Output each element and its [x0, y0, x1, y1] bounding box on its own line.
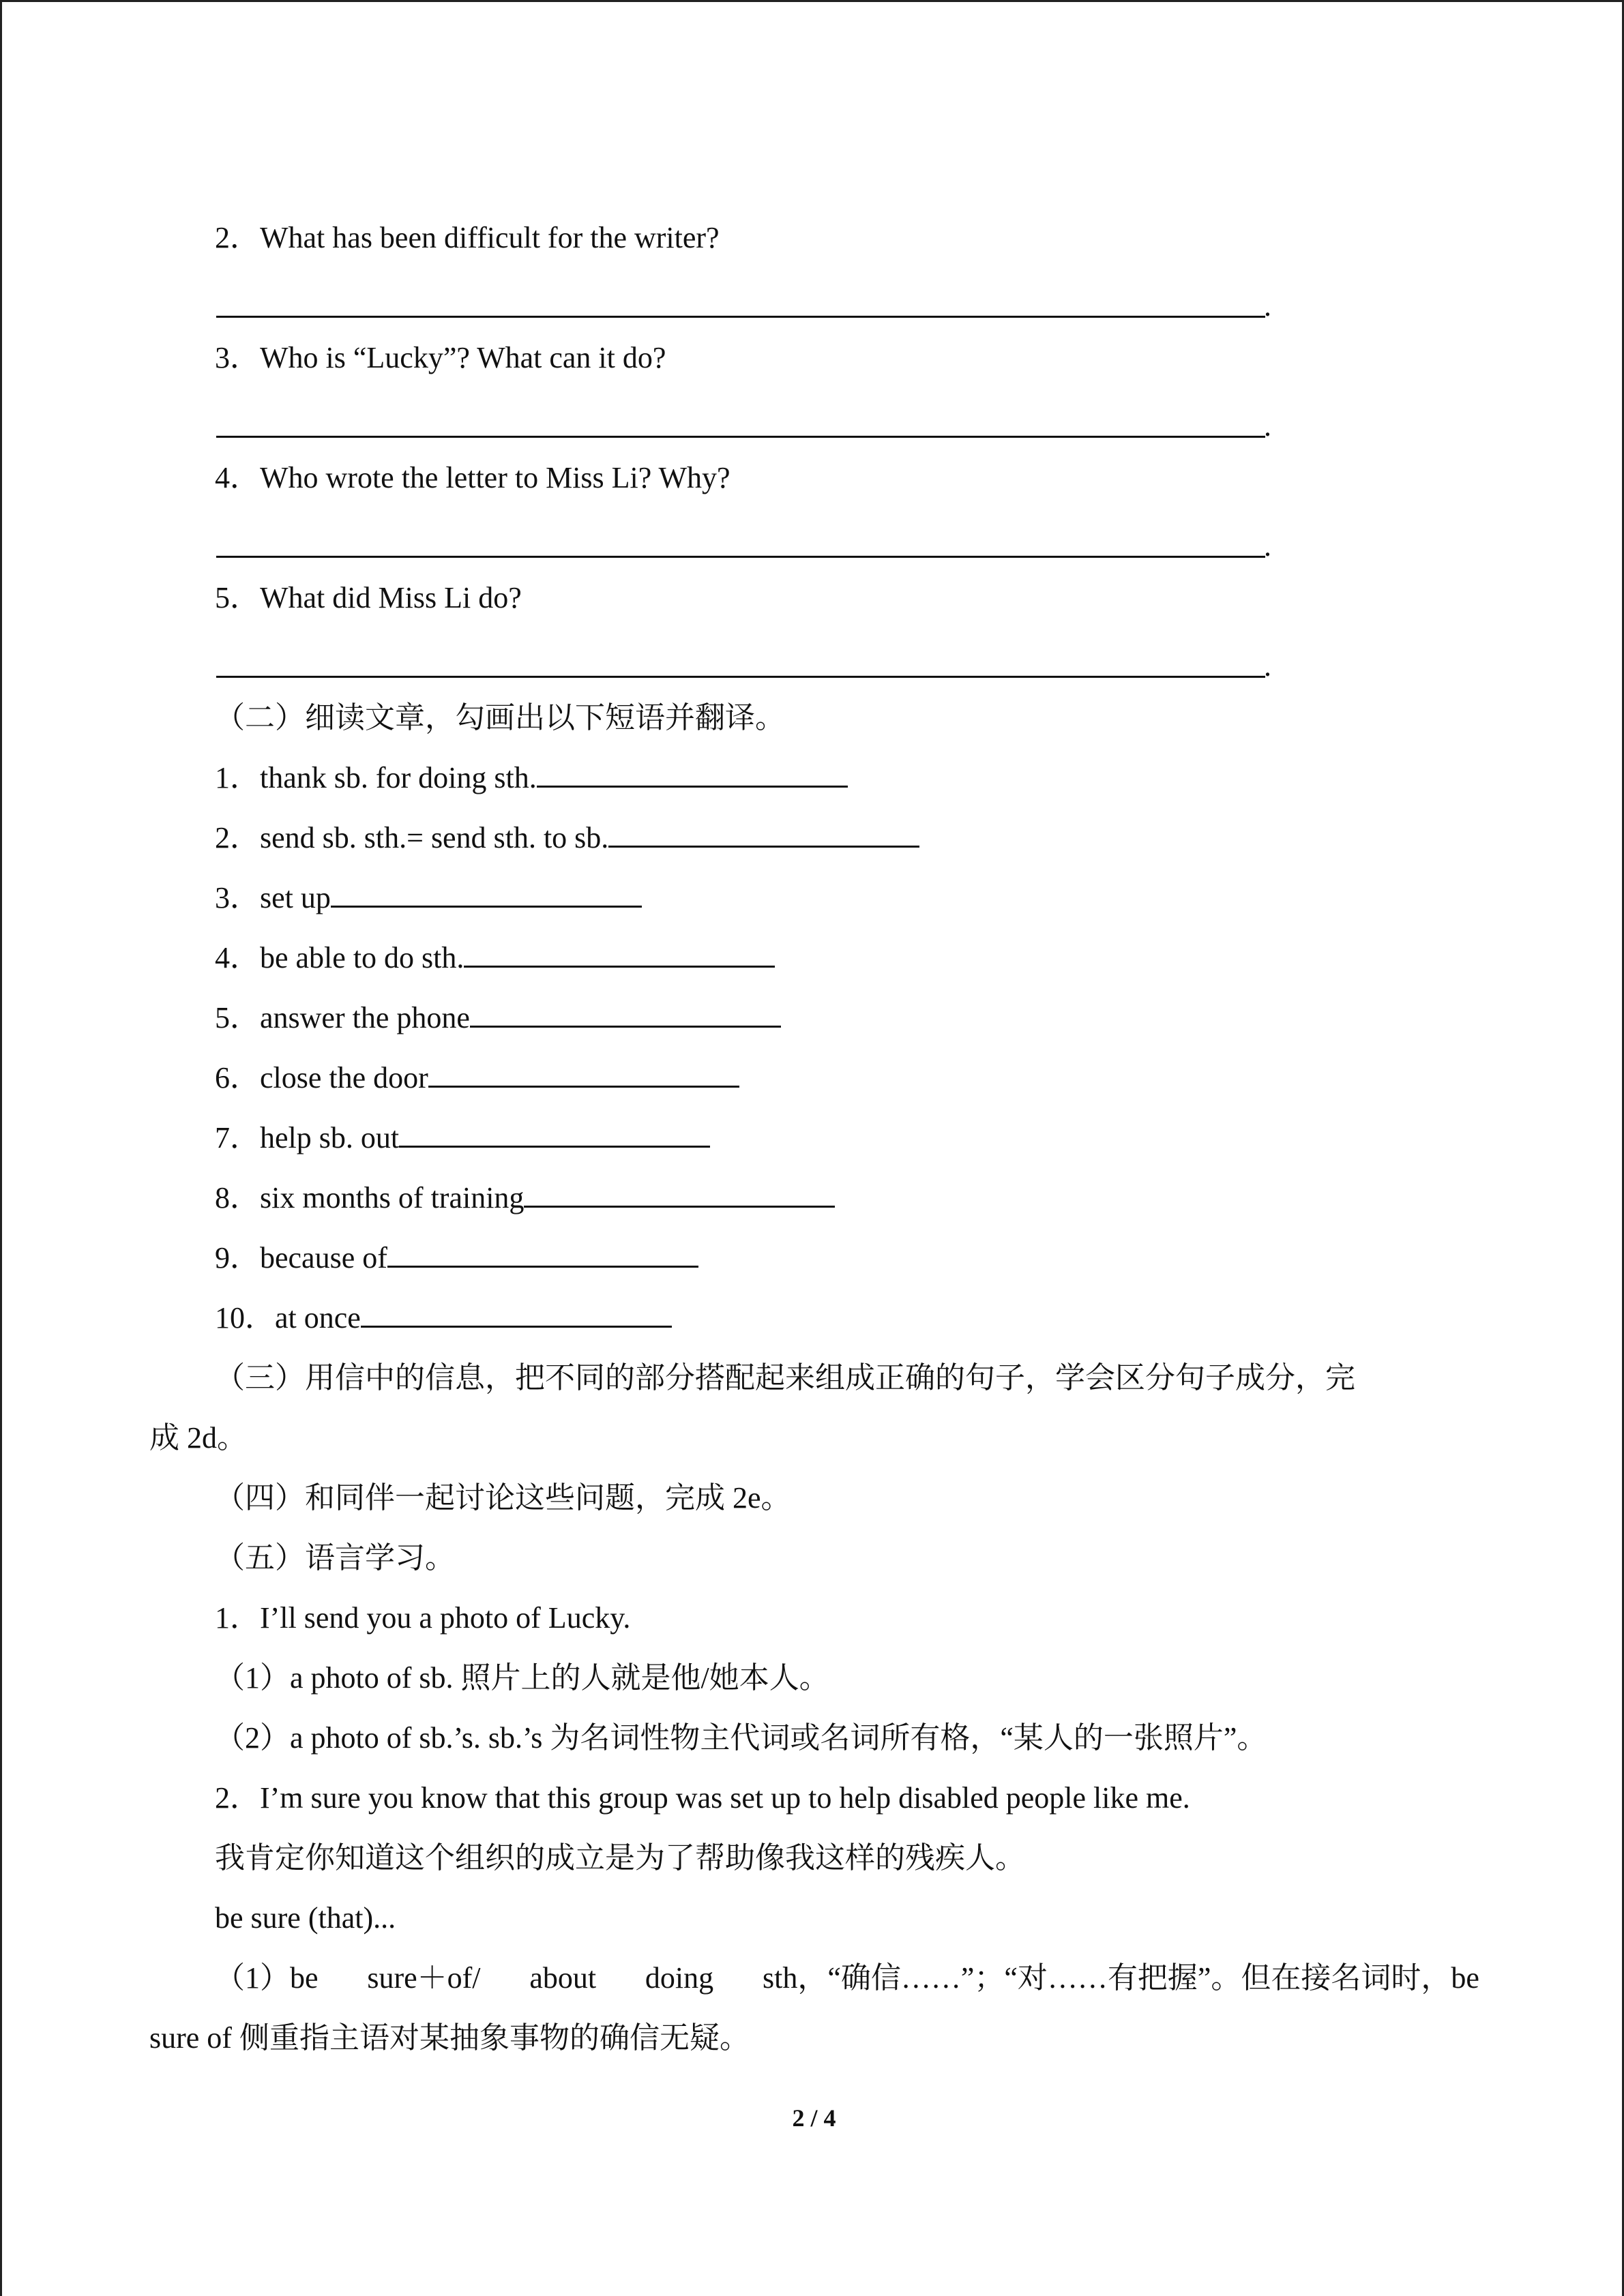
- phrase-8: 8．six months of training: [215, 1178, 835, 1219]
- translation-blank-8[interactable]: [524, 1180, 835, 1208]
- section-3-line-2: 成 2d。: [149, 1421, 247, 1455]
- translation-blank-6[interactable]: [428, 1060, 739, 1088]
- phrase-4: 4．be able to do sth.: [215, 938, 775, 979]
- section-3-line-1: （三）用信中的信息，把不同的部分搭配起来组成正确的句子，学会区分句子成分，完: [215, 1361, 1355, 1395]
- translation-blank-9[interactable]: [387, 1240, 698, 1268]
- language-point-2-translation: 我肯定你知道这个组织的成立是为了帮助像我这样的残疾人。: [215, 1841, 1025, 1875]
- answer-line-3[interactable]: [216, 436, 1265, 438]
- phrase-3: 3．set up: [215, 878, 642, 919]
- phrase-9: 9．because of: [215, 1238, 698, 1279]
- phrase-7: 7．help sb. out: [215, 1118, 710, 1159]
- translation-blank-1[interactable]: [537, 760, 848, 788]
- language-point-1-a: （1）a photo of sb. 照片上的人就是他/她本人。: [215, 1661, 829, 1695]
- language-point-1: 1．I’ll send you a photo of Lucky.: [215, 1601, 631, 1635]
- language-point-2-pattern: be sure (that)...: [215, 1901, 396, 1935]
- translation-blank-3[interactable]: [331, 880, 642, 908]
- translation-blank-2[interactable]: [608, 820, 919, 848]
- phrase-5: 5．answer the phone: [215, 998, 781, 1039]
- page-number: 2 / 4: [792, 2104, 836, 2132]
- language-point-1-b: （2）a photo of sb.’s. sb.’s 为名词性物主代词或名词所有格，“某人的一张照片”。: [215, 1721, 1267, 1755]
- answer-period-2: .: [1264, 289, 1271, 323]
- section-2-heading: （二）细读文章，勾画出以下短语并翻译。: [215, 701, 785, 734]
- phrase-10: 10．at once: [215, 1298, 672, 1339]
- answer-period-5: .: [1264, 649, 1271, 683]
- question-2: 2．What has been difficult for the writer?: [215, 221, 720, 254]
- section-4: （四）和同伴一起讨论这些问题，完成 2e。: [215, 1481, 791, 1515]
- answer-period-4: .: [1264, 529, 1271, 563]
- translation-blank-10[interactable]: [361, 1300, 672, 1328]
- language-point-2-a: （1）be sure＋of/ about doing sth，“确信……”；“对……有把握”。但在接名词时，be: [215, 1961, 1479, 1995]
- translation-blank-7[interactable]: [399, 1120, 710, 1148]
- answer-period-3: .: [1264, 409, 1271, 443]
- phrase-1: 1．thank sb. for doing sth.: [215, 758, 848, 799]
- question-5: 5．What did Miss Li do?: [215, 581, 522, 614]
- phrase-2: 2．send sb. sth.= send sth. to sb.: [215, 818, 919, 859]
- phrase-6: 6．close the door: [215, 1058, 739, 1099]
- answer-line-5[interactable]: [216, 676, 1265, 678]
- translation-blank-4[interactable]: [464, 940, 775, 968]
- translation-blank-5[interactable]: [470, 1000, 781, 1028]
- answer-line-2[interactable]: [216, 316, 1265, 318]
- question-4: 4．Who wrote the letter to Miss Li? Why?: [215, 461, 730, 494]
- section-5-heading: （五）语言学习。: [215, 1541, 455, 1575]
- language-point-2: 2．I’m sure you know that this group was set up to help disabled people like me.: [215, 1781, 1190, 1815]
- answer-line-4[interactable]: [216, 556, 1265, 558]
- question-3: 3．Who is “Lucky”? What can it do?: [215, 341, 666, 374]
- language-point-2-a-continued: sure of 侧重指主语对某抽象事物的确信无疑。: [149, 2021, 750, 2055]
